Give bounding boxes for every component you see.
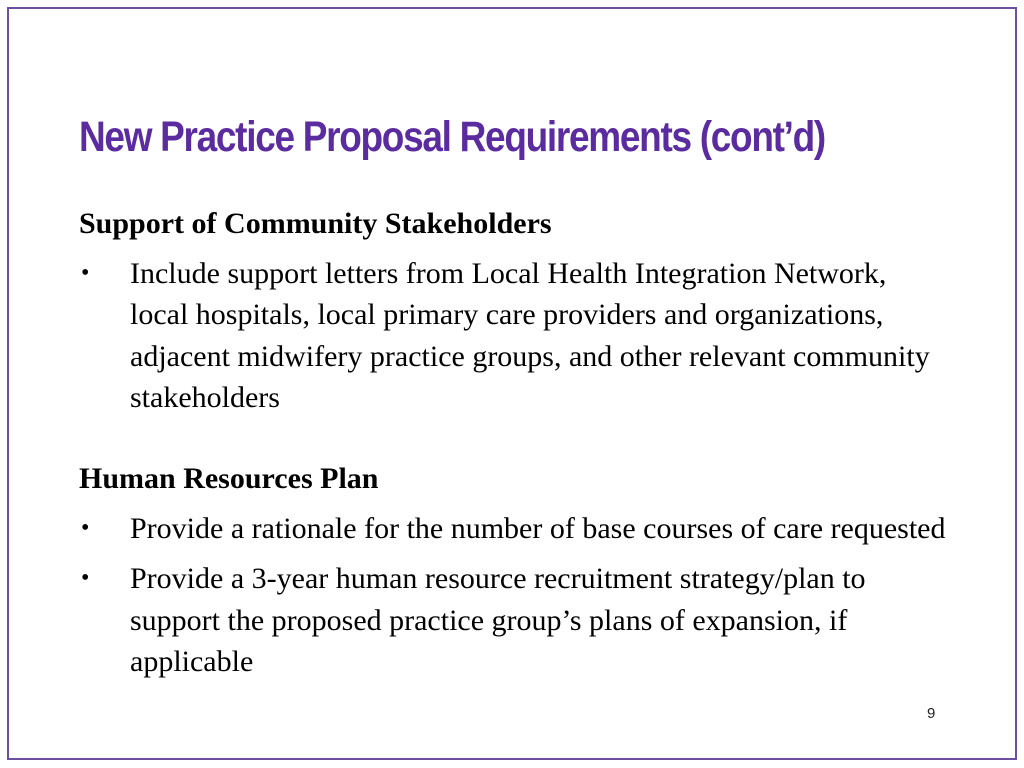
bullet-text: Provide a rationale for the number of base courses of care requested	[130, 512, 946, 546]
bullet-text: Provide a 3-year human resource recruitment strategy/plan to support the proposed practice group’s plans of expansion, if applicable	[130, 562, 866, 679]
bullet-symbol: •	[81, 260, 90, 286]
bullet-symbol: •	[81, 565, 90, 592]
bullet-item	[79, 558, 949, 682]
section-spacer	[79, 418, 949, 458]
slide-body	[79, 203, 949, 682]
slide-title: New Practice Proposal Requirements (cont’d)	[79, 113, 825, 161]
page-number: 9	[927, 705, 936, 722]
bullet-text: Include support letters from Local Health Integration Network, local hospitals, local primary care providers and organizations, adjacent midwifery practice groups, and other relevant community stakeholders	[130, 257, 930, 414]
bullet-item	[79, 253, 949, 418]
section-community-stakeholders	[79, 203, 949, 418]
section-heading: Support of Community Stakeholders	[79, 207, 552, 240]
section-human-resources	[79, 458, 949, 682]
bullet-item	[79, 508, 949, 549]
section-heading: Human Resources Plan	[79, 462, 379, 496]
bullet-symbol: •	[81, 515, 90, 542]
